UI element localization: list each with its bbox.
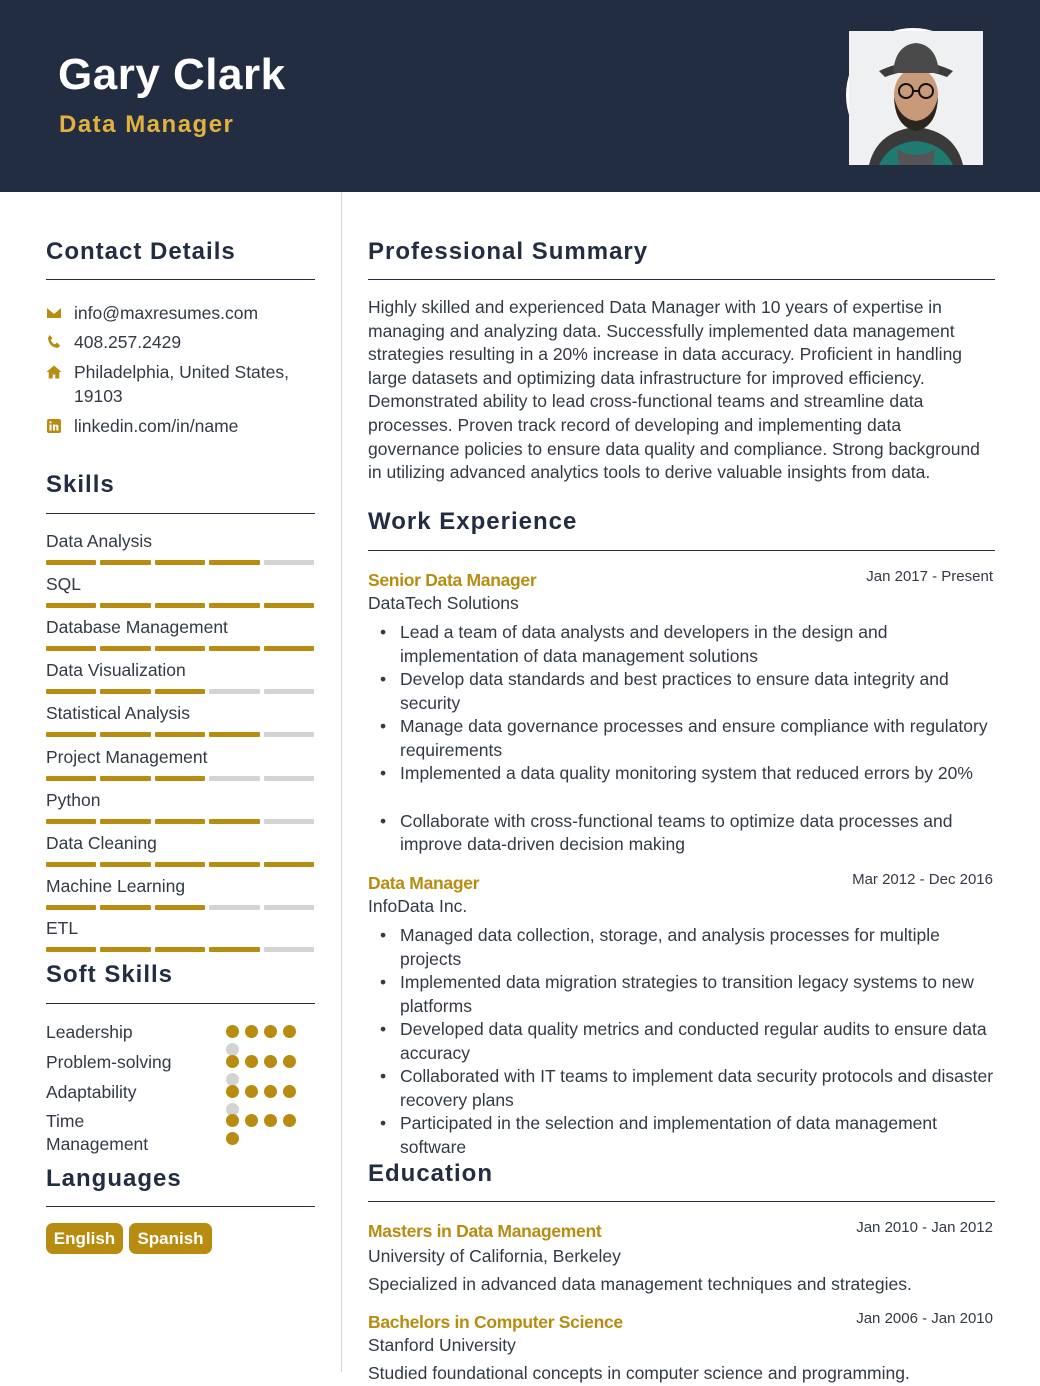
bullet-item: • Implemented a data quality monitoring system that reduced errors by 20% (368, 762, 994, 786)
skill-level-bar (46, 947, 314, 952)
work-rule (368, 550, 995, 551)
phone-icon (46, 330, 74, 354)
bullet-item: • Develop data standards and best practices to ensure data integrity and security (368, 668, 994, 715)
skill-level-segment (209, 905, 259, 910)
skill-level-segment (264, 905, 314, 910)
address-line-1: Philadelphia, United States, (74, 362, 289, 382)
skill-level-segment (100, 862, 150, 867)
soft-skill-dot (264, 1114, 277, 1127)
bullet-item: • Collaborate with cross-functional teams to optimize data processes and improve data-driven decision making (368, 810, 994, 857)
skill-level-segment (100, 776, 150, 781)
skill-name: Project Management (46, 747, 208, 767)
bullet-item: • Managed data collection, storage, and analysis processes for multiple projects (368, 924, 994, 971)
bullet-item: • Implemented data migration strategies to transition legacy systems to new platforms (368, 971, 994, 1018)
soft-skill-dot (226, 1055, 239, 1068)
soft-skill-name-line: Leadership (46, 1022, 133, 1042)
skill-level-segment (264, 732, 314, 737)
soft-skill-dot (245, 1114, 258, 1127)
skill-level-bar (46, 732, 314, 737)
contact-rule (46, 279, 315, 280)
skill-level-segment (46, 862, 96, 867)
skill-name: Statistical Analysis (46, 703, 190, 723)
candidate-name: Gary Clark (58, 50, 286, 99)
soft-skill-dot (283, 1025, 296, 1038)
skill-level-bar (46, 819, 314, 824)
skill-level-segment (209, 603, 259, 608)
soft-skill-name (46, 1021, 216, 1044)
soft-skill-name-line: Time (46, 1111, 85, 1131)
skill-level-segment (209, 776, 259, 781)
address-line-2: 19103 (74, 386, 123, 406)
job-title: Senior Data Manager (368, 570, 537, 590)
soft-skill-dot (283, 1114, 296, 1127)
linkedin-icon (46, 414, 74, 438)
contact-linkedin[interactable] (46, 414, 316, 438)
skill-level-segment (155, 560, 205, 565)
skill-level-bar (46, 603, 314, 608)
skills-section-title: Skills (46, 471, 115, 498)
soft-skills-section-title: Soft Skills (46, 961, 174, 988)
skill-level-bar (46, 560, 314, 565)
soft-skill-dot (283, 1055, 296, 1068)
skill-name: Data Analysis (46, 531, 153, 551)
soft-skill-name (46, 1051, 216, 1074)
skill-level-segment (155, 732, 205, 737)
bullet-item: • Lead a team of data analysts and developers in the design and implementation of data management solutions (368, 621, 994, 668)
linkedin-text: linkedin.com/in/name (74, 416, 239, 436)
skill-level-segment (46, 646, 96, 651)
skill-level-segment (264, 862, 314, 867)
skill-level-bar (46, 905, 314, 910)
skill-name: Machine Learning (46, 876, 186, 896)
work-section-title: Work Experience (368, 508, 578, 535)
email-text: info@maxresumes.com (74, 303, 259, 323)
soft-skill-dot (264, 1055, 277, 1068)
education-section-title: Education (368, 1160, 494, 1187)
envelope-icon (46, 301, 74, 325)
soft-skill-dot (226, 1114, 239, 1127)
skill-level-segment (209, 732, 259, 737)
soft-skills-rule (46, 1003, 315, 1004)
degree-description: Studied foundational concepts in computer science and programming. (368, 1363, 910, 1383)
skill-level-segment (264, 819, 314, 824)
language-badge-spanish: Spanish (129, 1223, 212, 1254)
skill-level-segment (100, 819, 150, 824)
skill-level-bar (46, 776, 314, 781)
skill-name: ETL (46, 918, 79, 938)
languages-section-title: Languages (46, 1165, 182, 1192)
job-bullets (368, 924, 994, 1159)
skill-level-segment (46, 560, 96, 565)
skill-name: Python (46, 790, 101, 810)
contact-address (46, 360, 316, 408)
degree-dates: Jan 2010 - Jan 2012 (856, 1219, 993, 1236)
job-dates: Jan 2017 - Present (866, 568, 993, 585)
skill-level-segment (155, 603, 205, 608)
skill-name: Database Management (46, 617, 228, 637)
skill-level-bar (46, 646, 314, 651)
skill-level-segment (209, 689, 259, 694)
soft-skill-name (46, 1110, 216, 1156)
skill-level-segment (209, 819, 259, 824)
summary-rule (368, 279, 995, 280)
skill-level-segment (100, 646, 150, 651)
skill-level-segment (100, 603, 150, 608)
job-title: Data Manager (368, 873, 480, 893)
degree-title: Masters in Data Management (368, 1221, 602, 1241)
skill-level-segment (155, 905, 205, 910)
soft-skill-dot (226, 1025, 239, 1038)
summary-text: Highly skilled and experienced Data Manager with 10 years of expertise in managing and analyzing data. Successfully implemented data management strategies resulting in a 20% increase in data accuracy. Proficient in handling large datasets and optimizing data infrastructure for improved efficiency. Demonstrated ability to lead cross-functional teams and streamline data processes. Proven track record of developing and implementing data governance policies to ensure data quality and compliance. Strong background in utilizing advanced analytics tools to derive valuable insights from data. (368, 297, 980, 483)
skill-level-segment (46, 732, 96, 737)
skill-name: SQL (46, 574, 82, 594)
skill-level-segment (155, 646, 205, 651)
skill-level-segment (209, 862, 259, 867)
skill-level-segment (100, 732, 150, 737)
bullet-item: • Participated in the selection and implementation of data management software (368, 1112, 994, 1159)
skill-level-segment (155, 689, 205, 694)
skill-level-segment (46, 947, 96, 952)
contact-email[interactable] (46, 301, 316, 325)
soft-skill-name-line: Problem-solving (46, 1052, 172, 1072)
soft-skill-dot (264, 1025, 277, 1038)
skills-rule (46, 513, 315, 514)
soft-skill-name-line: Management (46, 1134, 149, 1154)
job-company: InfoData Inc. (368, 896, 468, 916)
soft-skill-name (46, 1081, 216, 1104)
skill-level-segment (46, 776, 96, 781)
skill-level-segment (264, 603, 314, 608)
column-divider (341, 192, 342, 1372)
skill-level-segment (155, 819, 205, 824)
soft-skill-dot (245, 1025, 258, 1038)
bullet-item: • Manage data governance processes and ensure compliance with regulatory requirements (368, 715, 994, 762)
soft-skill-dot (283, 1085, 296, 1098)
resume-header (0, 0, 1040, 192)
soft-skill-dot (245, 1085, 258, 1098)
skill-level-segment (100, 905, 150, 910)
skill-level-segment (100, 689, 150, 694)
skill-name: Data Cleaning (46, 833, 157, 853)
skill-name: Data Visualization (46, 660, 186, 680)
soft-skill-dot (226, 1085, 239, 1098)
skill-level-segment (155, 776, 205, 781)
phone-text: 408.257.2429 (74, 332, 182, 352)
skill-level-segment (264, 689, 314, 694)
skill-level-segment (46, 905, 96, 910)
skill-level-segment (46, 603, 96, 608)
soft-skill-dot (245, 1055, 258, 1068)
skill-level-segment (100, 560, 150, 565)
education-rule (368, 1201, 995, 1202)
languages-rule (46, 1206, 315, 1207)
bullet-item: • Collaborated with IT teams to implement data security protocols and disaster recovery plans (368, 1065, 994, 1112)
skill-level-segment (100, 947, 150, 952)
soft-skill-dot (264, 1085, 277, 1098)
contact-phone[interactable] (46, 330, 316, 354)
job-company: DataTech Solutions (368, 593, 519, 613)
summary-section-title: Professional Summary (368, 238, 649, 265)
skill-level-segment (209, 560, 259, 565)
language-badge-english: English (46, 1223, 123, 1254)
degree-description: Specialized in advanced data management techniques and strategies. (368, 1274, 912, 1294)
skill-level-segment (264, 776, 314, 781)
skill-level-segment (209, 947, 259, 952)
skill-level-bar (46, 689, 314, 694)
job-dates: Mar 2012 - Dec 2016 (852, 871, 993, 888)
skill-level-segment (264, 947, 314, 952)
skill-level-segment (264, 646, 314, 651)
skill-level-bar (46, 862, 314, 867)
skill-level-segment (155, 862, 205, 867)
candidate-role: Data Manager (59, 111, 235, 138)
school-name: Stanford University (368, 1335, 516, 1355)
degree-title: Bachelors in Computer Science (368, 1312, 623, 1332)
job-bullets (368, 621, 994, 857)
home-icon (46, 360, 74, 384)
soft-skill-name-line: Adaptability (46, 1082, 137, 1102)
bullet-item: • Developed data quality metrics and conducted regular audits to ensure data accuracy (368, 1018, 994, 1065)
degree-dates: Jan 2006 - Jan 2010 (856, 1310, 993, 1327)
skill-level-segment (264, 560, 314, 565)
soft-skill-dot (226, 1132, 239, 1145)
skill-level-segment (209, 646, 259, 651)
skill-level-segment (155, 947, 205, 952)
skill-level-segment (46, 689, 96, 694)
contact-section-title: Contact Details (46, 238, 236, 265)
skill-level-segment (46, 819, 96, 824)
school-name: University of California, Berkeley (368, 1246, 621, 1266)
profile-photo (846, 28, 980, 162)
